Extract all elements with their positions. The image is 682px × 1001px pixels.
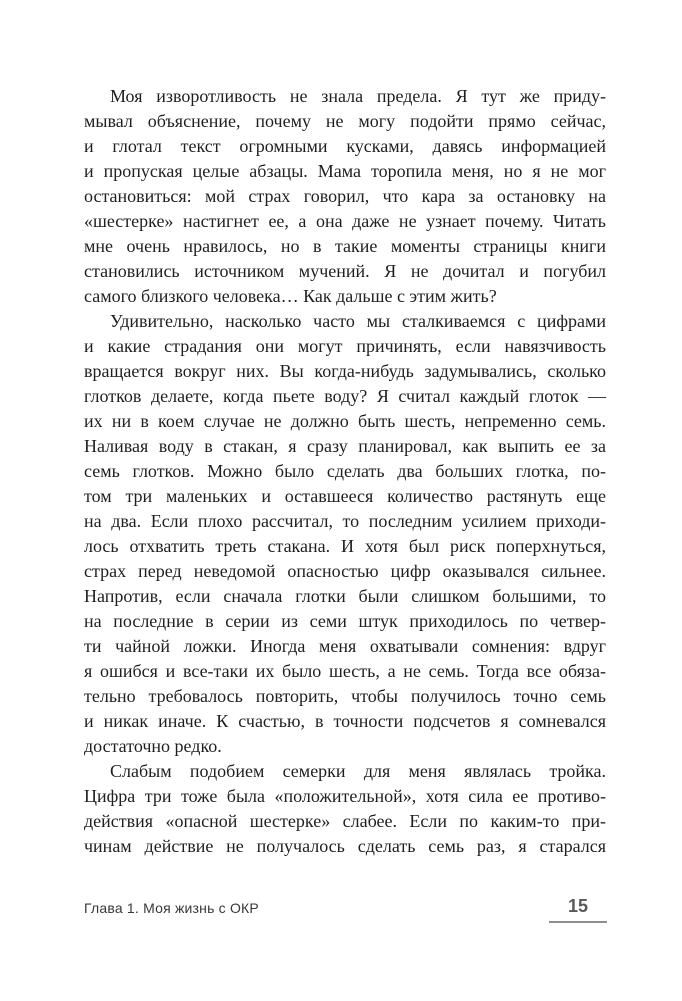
text-line: остановиться: мой страх говорил, что кара за остановку на — [84, 186, 606, 206]
text-line: тельно требовалось повторить, чтобы получилось точно семь — [84, 686, 606, 706]
text-line: самого близкого человека… Как дальше с этим жить? — [84, 286, 497, 306]
text-line: я ошибся и все-таки их было шесть, а не семь. Тогда все обяза- — [84, 661, 606, 681]
text-line: мне очень нравилось, но в такие моменты страницы книги — [84, 236, 606, 256]
text-line: Слабым подобием семерки для меня являлась тройка. — [110, 761, 606, 781]
text-line: становились источником мучений. Я не дочитал и погубил — [84, 261, 606, 281]
text-line: вращается вокруг них. Вы когда-нибудь задумывались, сколько — [84, 361, 606, 381]
text-line: на последние в серии из семи штук приходилось по четвер- — [84, 611, 606, 631]
text-line: Цифра три тоже была «положительной», хотя сила ее противо- — [84, 786, 606, 806]
text-line: том три маленьких и оставшееся количество растянуть еще — [84, 486, 606, 506]
page-number: 15 — [567, 896, 589, 916]
text-line: Наливая воду в стакан, я сразу планировал, как выпить ее за — [84, 436, 606, 456]
text-line: мывал объяснение, почему не могу подойти прямо сейчас, — [84, 111, 606, 131]
text-line: Моя изворотливость не знала предела. Я тут же приду- — [110, 86, 606, 106]
text-line: чинам действие не получалось сделать семь раз, я старался — [84, 836, 606, 856]
text-line: на два. Если плохо рассчитал, то последним усилием приходи- — [84, 511, 606, 531]
text-line: достаточно редко. — [84, 736, 222, 756]
text-line: глотков делаете, когда пьете воду? Я считал каждый глоток — — [84, 386, 606, 406]
text-line: их ни в коем случае не должно быть шесть, непременно семь. — [84, 411, 606, 431]
text-line: Напротив, если сначала глотки были слишком большими, то — [84, 586, 606, 606]
text-line: семь глотков. Можно было сделать два больших глотка, по- — [84, 461, 606, 481]
page-number-block — [549, 897, 607, 923]
text-line: Удивительно, насколько часто мы сталкиваемся с цифрами — [110, 311, 606, 331]
text-line: действия «опасной шестерке» слабее. Если по каким-то при- — [84, 811, 606, 831]
text-line: и какие страдания они могут причинять, если навязчивость — [84, 336, 606, 356]
text-line: страх перед неведомой опасностью цифр оказывался сильнее. — [84, 561, 606, 581]
running-chapter-title: Глава 1. Моя жизнь с ОКР — [84, 900, 259, 916]
text-line: и глотал текст огромными кусками, давясь информацией — [84, 136, 606, 156]
body-text — [84, 84, 606, 859]
text-line: лось отхватить треть стакана. И хотя был риск поперхнуться, — [84, 536, 606, 556]
text-line: и пропуская целые абзацы. Мама торопила меня, но я не мог — [84, 161, 606, 181]
text-line: ти чайной ложки. Иногда меня охватывали сомнения: вдруг — [84, 636, 606, 656]
text-line: и никак иначе. К счастью, в точности подсчетов я сомневался — [84, 711, 606, 731]
text-line: «шестерке» настигнет ее, а она даже не узнает почему. Читать — [84, 211, 606, 231]
page-footer — [84, 897, 607, 923]
